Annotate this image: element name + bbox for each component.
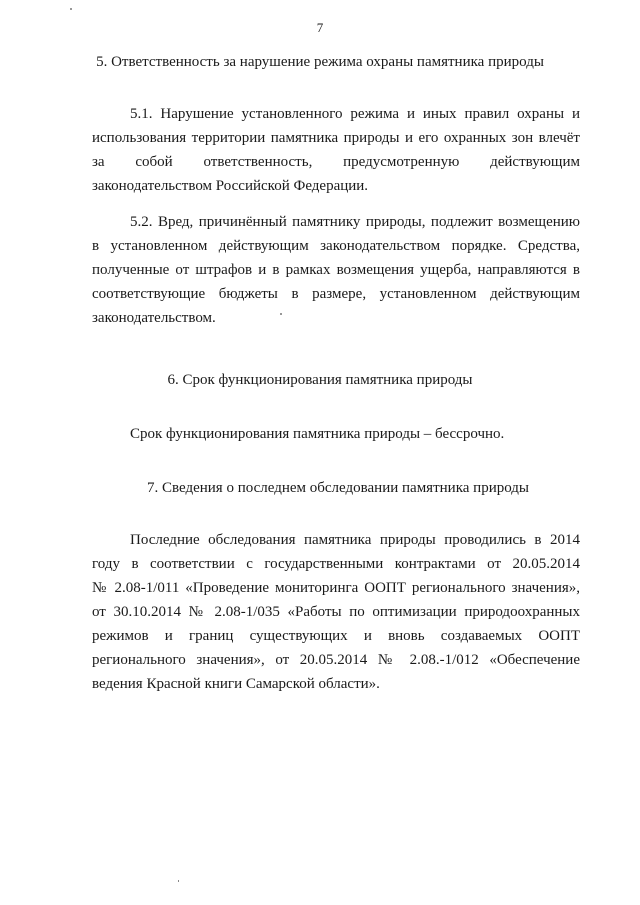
scan-speck (178, 880, 179, 882)
scan-speck (280, 313, 282, 315)
paragraph-line: законодательством Российской Федерации. (92, 178, 369, 194)
paragraph-line: Последние обследования памятника природы проводились в 2014 (130, 532, 580, 548)
scan-speck (70, 8, 72, 10)
section-6-text: Срок функционирования памятника природы – бессрочно. (130, 426, 505, 442)
paragraph-line: соответствующие бюджеты в размере, установленном действующим (92, 286, 580, 302)
paragraph-line: в установленном действующим законодательством порядке. Средства, (92, 238, 580, 254)
section-5-paragraph-1 (92, 102, 580, 198)
paragraph-line: от 30.10.2014 № 2.08-1/035 «Работы по оптимизации природоохранных (92, 604, 580, 620)
paragraph-line: 5.2. Вред, причинённый памятнику природы, подлежит возмещению (130, 214, 580, 230)
paragraph-line: полученные от штрафов и в рамках возмещения ущерба, направляются в (92, 262, 580, 278)
paragraph-line: использования территории памятника природы и его охранных зон влечёт (92, 130, 580, 146)
section-7-heading: 7. Сведения о последнем обследовании памятника природы (147, 480, 529, 496)
paragraph-line: ведения Красной книги Самарской области». (92, 676, 380, 692)
section-6-heading: 6. Срок функционирования памятника природы (167, 372, 473, 388)
paragraph-line: 5.1. Нарушение установленного режима и иных правил охраны и (130, 106, 580, 122)
page-number: 7 (316, 20, 324, 35)
paragraph-line: законодательством. (92, 310, 216, 326)
section-5-heading: 5. Ответственность за нарушение режима охраны памятника природы (96, 54, 544, 70)
section-5-paragraph-2 (92, 210, 580, 330)
paragraph-line: № 2.08-1/011 «Проведение мониторинга ООПТ регионального значения», (92, 580, 580, 596)
paragraph-line: режимов и границ существующих и вновь создаваемых ООПТ (92, 628, 580, 644)
section-7-paragraph (92, 528, 580, 696)
paragraph-line: регионального значения», от 20.05.2014 № 2.08.-1/012 «Обеспечение (92, 652, 580, 668)
paragraph-line: за собой ответственность, предусмотренную действующим (92, 154, 580, 170)
paragraph-line: году в соответствии с государственными контрактами от 20.05.2014 (92, 556, 580, 572)
